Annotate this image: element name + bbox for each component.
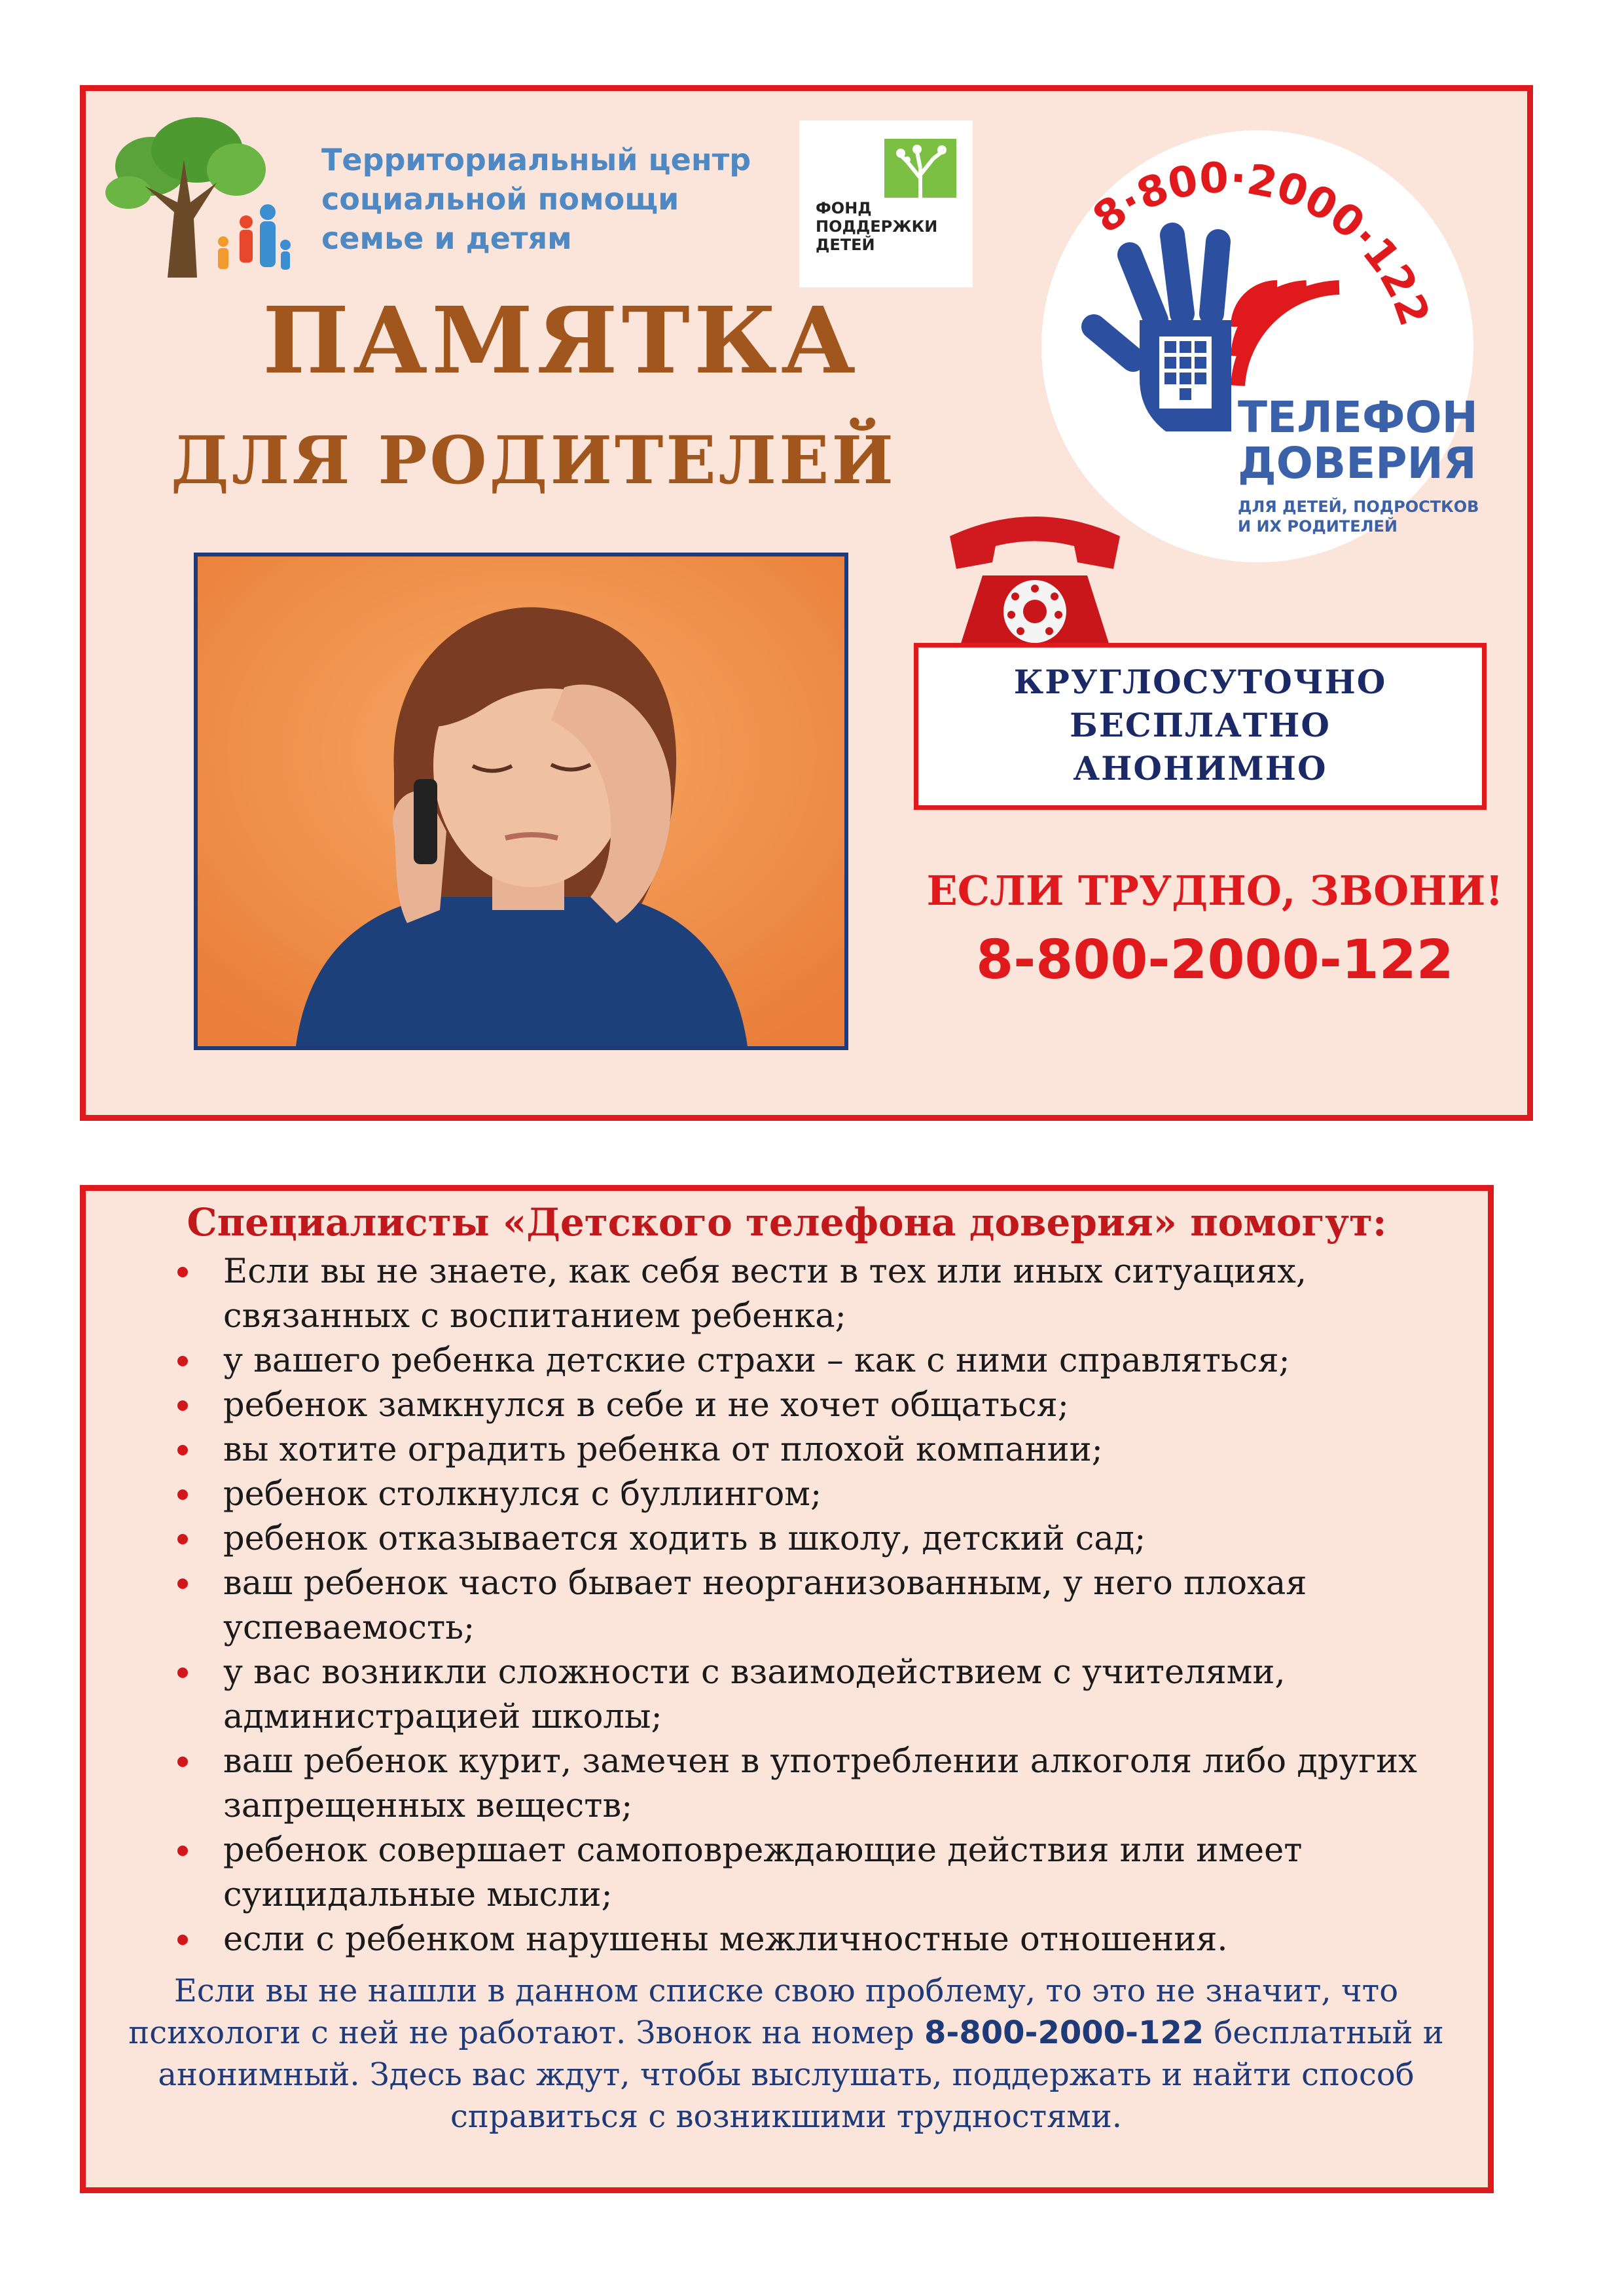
hotline-title-line2: ДОВЕРИЯ xyxy=(1238,438,1477,488)
bullet-icon xyxy=(177,1846,188,1856)
bullet-icon xyxy=(177,1534,188,1544)
list-item: ребенок отказывается ходить в школу, детский сад; xyxy=(177,1517,1460,1561)
org-name-line3: семье и детям xyxy=(321,221,572,256)
help-list xyxy=(177,1250,1460,1962)
list-item: вы хотите оградить ребенка от плохой компании; xyxy=(177,1428,1460,1472)
fond-logo xyxy=(799,120,973,287)
availability-box xyxy=(914,643,1487,810)
bullet-icon xyxy=(177,1667,188,1678)
hotline-sub-line1: ДЛЯ ДЕТЕЙ, ПОДРОСТКОВ xyxy=(1238,498,1479,516)
page-title: ПАМЯТКА xyxy=(262,287,860,395)
red-telephone-icon xyxy=(937,484,1133,667)
bottom-panel xyxy=(80,1185,1494,2193)
territorial-center-logo xyxy=(105,114,858,278)
bullet-icon xyxy=(177,1489,188,1500)
list-item: Если вы не знаете, как себя вести в тех или иных ситуациях, связанных с воспитанием ребенка; xyxy=(177,1250,1460,1339)
footer-text-part1: Если вы не нашли в данном списке свою проблему, то это не значит, что психологи с ней не работают. Звонок на номер xyxy=(128,1973,1399,2051)
bullet-icon xyxy=(177,1267,188,1277)
page-subtitle: ДЛЯ РОДИТЕЛЕЙ xyxy=(171,422,896,499)
list-item: у вас возникли сложности с взаимодействием с учителями, администрацией школы; xyxy=(177,1650,1460,1740)
bullet-icon xyxy=(177,1935,188,1945)
footer-note xyxy=(105,1970,1467,2138)
fond-line3: ДЕТЕЙ xyxy=(816,236,875,254)
availability-line3: АНОНИМНО xyxy=(1073,749,1327,788)
availability-line1: КРУГЛОСУТОЧНО xyxy=(1013,663,1387,701)
list-item: ваш ребенок часто бывает неорганизованным, у него плохая успеваемость; xyxy=(177,1561,1460,1650)
availability-line2: БЕСПЛАТНО xyxy=(1070,706,1331,744)
tree-family-icon xyxy=(105,114,295,278)
call-to-action: ЕСЛИ ТРУДНО, ЗВОНИ! xyxy=(926,867,1504,915)
bullet-icon xyxy=(177,1445,188,1455)
footer-number: 8-800-2000-122 xyxy=(924,2014,1204,2051)
footer-text-part2: бесплатный и анонимный. Здесь вас ждут, чтобы выслушать, поддержать и найти способ справиться с возникшими трудностями. xyxy=(158,2014,1444,2135)
fond-line2: ПОДДЕРЖКИ xyxy=(816,217,938,236)
bullet-icon xyxy=(177,1400,188,1411)
bullet-icon xyxy=(177,1757,188,1767)
org-name-line1: Территориальный центр xyxy=(321,142,751,177)
list-item: ребенок совершает самоповреждающие действия или имеет суицидальные мысли; xyxy=(177,1829,1460,1918)
hotline-sub-line2: И ИХ РОДИТЕЛЕЙ xyxy=(1238,517,1398,536)
list-item: ребенок замкнулся в себе и не хочет общаться; xyxy=(177,1383,1460,1428)
org-name-line2: социальной помощи xyxy=(321,181,679,217)
hotline-number-arc: 8·800·2000·122 xyxy=(1084,153,1439,332)
hotline-number: 8-800-2000-122 xyxy=(976,929,1454,991)
top-panel xyxy=(80,85,1533,1121)
fond-tree-icon xyxy=(884,139,956,198)
help-heading: Специалисты «Детского телефона доверия» помогут: xyxy=(187,1200,1387,1245)
woman-on-phone-photo xyxy=(194,553,848,1050)
bullet-icon xyxy=(177,1356,188,1366)
list-item: у вашего ребенка детские страхи – как с ними справляться; xyxy=(177,1339,1460,1383)
list-item: если с ребенком нарушены межличностные отношения. xyxy=(177,1918,1460,1962)
hotline-title-line1: ТЕЛЕФОН xyxy=(1238,392,1478,443)
list-item: ваш ребенок курит, замечен в употреблении алкоголя либо других запрещенных веществ; xyxy=(177,1740,1460,1829)
bullet-icon xyxy=(177,1578,188,1589)
list-item: ребенок столкнулся с буллингом; xyxy=(177,1472,1460,1517)
fond-line1: ФОНД xyxy=(816,199,872,217)
